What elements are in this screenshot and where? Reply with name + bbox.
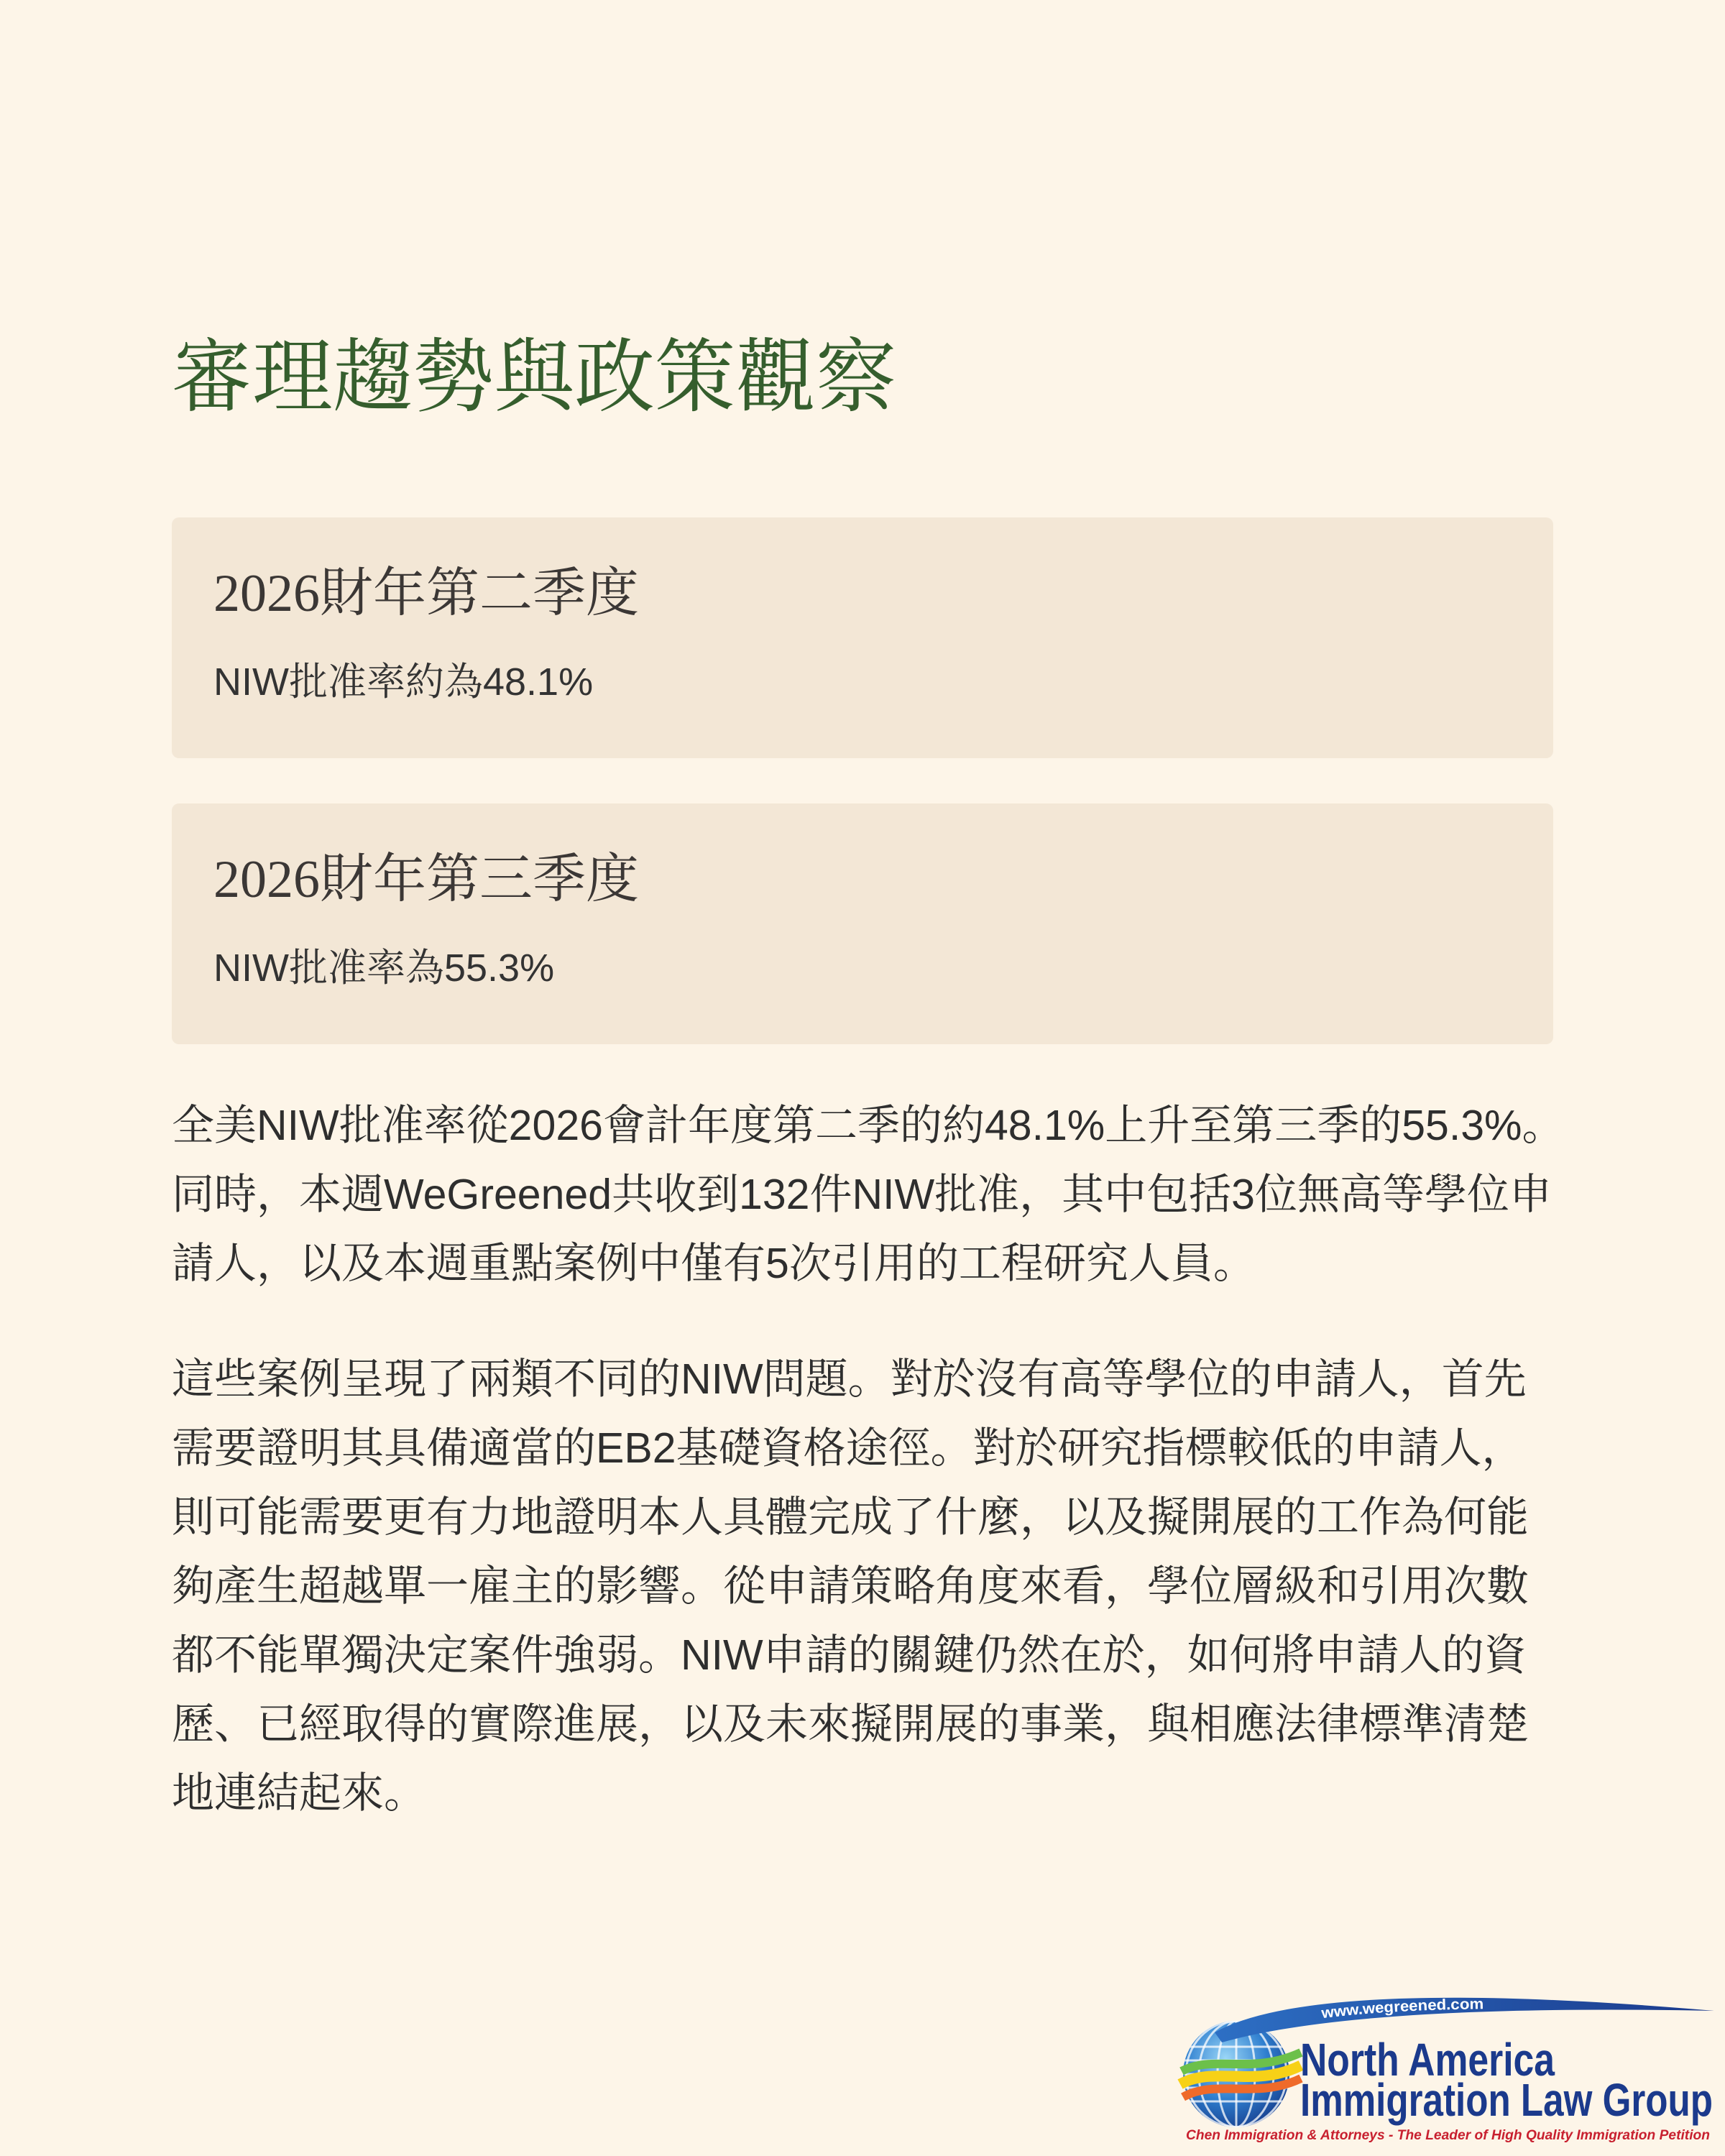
- logo-url: [1320, 1996, 1484, 2022]
- quarter-card-q3: [172, 803, 1553, 1044]
- card-heading: 2026財年第三季度: [213, 850, 639, 909]
- card-approval-rate: NIW批准率約為48.1%: [213, 660, 594, 704]
- paragraph-line: 請人，以及本週重點案例中僅有5次引用的工程研究人員。: [172, 1240, 1256, 1287]
- card-heading: 2026財年第二季度: [213, 564, 639, 623]
- paragraph-line: 需要證明其具備適當的EB2基礎資格途徑。對於研究指標較低的申請人，: [172, 1424, 1524, 1472]
- paragraph-line: 這些案例呈現了兩類不同的NIW問題。對於沒有高等學位的申請人，首先: [172, 1355, 1527, 1403]
- company-logo: [1172, 1991, 1718, 2149]
- paragraph-line: 都不能單獨決定案件強弱。NIW申請的關鍵仍然在於，如何將申請人的資: [172, 1631, 1527, 1679]
- logo-url-text: www.wegreened.com: [1320, 1995, 1484, 2022]
- logo-tagline: Chen Immigration & Attorneys - The Leader of High Quality Immigration Petition: [1186, 2128, 1710, 2143]
- body-text: [172, 1091, 1565, 1828]
- paragraph-line: 則可能需要更有力地證明本人具體完成了什麼，以及擬開展的工作為何能: [172, 1493, 1530, 1541]
- page-title: 審理趨勢與政策觀察: [172, 333, 896, 423]
- paragraph-line: 歷、已經取得的實際進展，以及未來擬開展的事業，與相應法律標準清楚: [172, 1700, 1530, 1748]
- paragraph-summary: [172, 1091, 1565, 1298]
- paragraph-line: 全美NIW批准率從2026會計年度第二季的約48.1%上升至第三季的55.3%。: [172, 1102, 1565, 1149]
- quarter-card-q2: [172, 517, 1553, 758]
- paragraph-analysis: [172, 1345, 1553, 1828]
- paragraph-line: 同時，本週WeGreened共收到132件NIW批准，其中包括3位無高等學位申: [172, 1171, 1552, 1218]
- card-approval-rate: NIW批准率為55.3%: [213, 946, 555, 990]
- paragraph-line: 夠產生超越單一雇主的影響。從申請策略角度來看，學位層級和引用次數: [172, 1562, 1530, 1610]
- logo-name-line1: North America: [1300, 2034, 1555, 2086]
- logo-name-line2: Immigration Law Group: [1300, 2074, 1713, 2126]
- paragraph-line: 地連結起來。: [172, 1769, 427, 1817]
